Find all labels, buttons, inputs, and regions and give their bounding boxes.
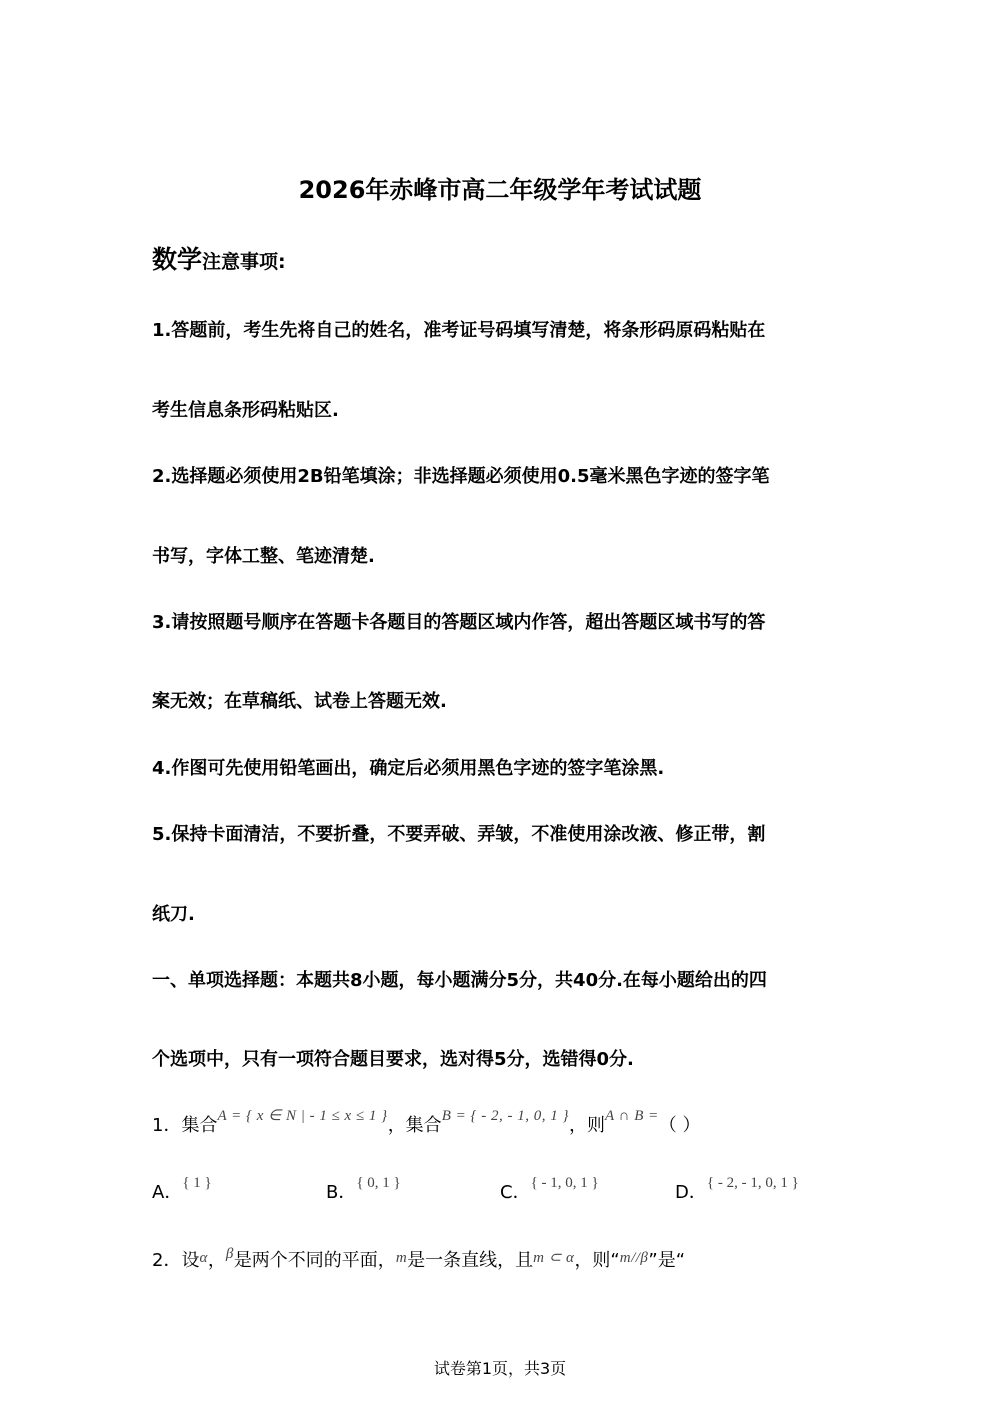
page-footer: 试卷第1页，共3页 bbox=[433, 1359, 567, 1378]
notice-line: 5.保持卡面清洁，不要折叠，不要弄破、弄皱，不准使用涂改液、修正带，割 bbox=[152, 824, 766, 845]
page-title: 2026年赤峰市高二年级学年考试试题 bbox=[298, 176, 702, 204]
notice-line: 1.答题前，考生先将自己的姓名，准考证号码填写清楚，将条形码原码粘贴在 bbox=[152, 320, 766, 341]
option-label: D． bbox=[675, 1182, 707, 1203]
alpha-symbol: α bbox=[199, 1250, 208, 1266]
q2-text-3: ，则“ bbox=[574, 1250, 620, 1271]
subject-heading bbox=[152, 240, 286, 276]
notice-line: 书写，字体工整、笔迹清楚. bbox=[152, 546, 375, 567]
option-c[interactable] bbox=[500, 1175, 599, 1204]
option-label: A． bbox=[152, 1182, 183, 1203]
question-2 bbox=[152, 1246, 685, 1272]
option-value: { 0, 1 } bbox=[356, 1175, 401, 1191]
subject-name: 数学 bbox=[152, 245, 203, 274]
notice-line: 4.作图可先使用铅笔画出，确定后必须用黑色字迹的签字笔涂黑. bbox=[152, 758, 665, 779]
notice-heading: 注意事项: bbox=[202, 251, 286, 273]
option-value: { - 1, 0, 1 } bbox=[530, 1175, 599, 1191]
q2-prefix: 2．设 bbox=[152, 1250, 200, 1271]
option-label: B． bbox=[326, 1182, 357, 1203]
notice-line: 纸刀. bbox=[152, 904, 195, 925]
subset-formula: m ⊂ α bbox=[533, 1250, 575, 1266]
q2-text-1: 是两个不同的平面， bbox=[233, 1250, 396, 1271]
notice-line: 考生信息条形码粘贴区. bbox=[152, 400, 339, 421]
q2-text-4: ”是“ bbox=[648, 1250, 686, 1271]
option-value: { - 2, - 1, 0, 1 } bbox=[706, 1175, 799, 1191]
set-a-formula: A = { x ∈ N | - 1 ≤ x ≤ 1 } bbox=[217, 1108, 388, 1124]
option-b[interactable] bbox=[326, 1175, 401, 1204]
option-value: { 1 } bbox=[182, 1175, 212, 1191]
notice-line: 案无效；在草稿纸、试卷上答题无效. bbox=[152, 691, 447, 712]
question-1 bbox=[152, 1108, 701, 1137]
notice-line: 3.请按照题号顺序在答题卡各题目的答题区域内作答，超出答题区域书写的答 bbox=[152, 612, 766, 633]
m-symbol: m bbox=[395, 1250, 408, 1266]
parallel-formula: m//β bbox=[619, 1250, 649, 1266]
q2-text-2: 是一条直线，且 bbox=[407, 1250, 534, 1271]
q2-comma: ， bbox=[207, 1250, 226, 1271]
option-d[interactable] bbox=[675, 1175, 799, 1204]
q1-mid: ，集合 bbox=[387, 1115, 442, 1136]
set-b-formula: B = { - 2, - 1, 0, 1 } bbox=[441, 1108, 569, 1124]
section-heading: 个选项中，只有一项符合题目要求，选对得5分，选错得0分. bbox=[152, 1049, 634, 1070]
answer-blank: （ ） bbox=[658, 1115, 701, 1136]
notice-line: 2.选择题必须使用2B铅笔填涂；非选择题必须使用0.5毫米黑色字迹的签字笔 bbox=[152, 466, 770, 487]
intersection-formula: A ∩ B = bbox=[604, 1108, 659, 1124]
option-label: C． bbox=[500, 1182, 531, 1203]
q1-prefix: 1．集合 bbox=[152, 1115, 218, 1136]
q1-then: ，则 bbox=[568, 1115, 605, 1136]
beta-symbol: β bbox=[225, 1246, 234, 1262]
section-heading: 一、单项选择题：本题共8小题，每小题满分5分，共40分.在每小题给出的四 bbox=[152, 970, 767, 991]
option-a[interactable] bbox=[152, 1175, 212, 1204]
